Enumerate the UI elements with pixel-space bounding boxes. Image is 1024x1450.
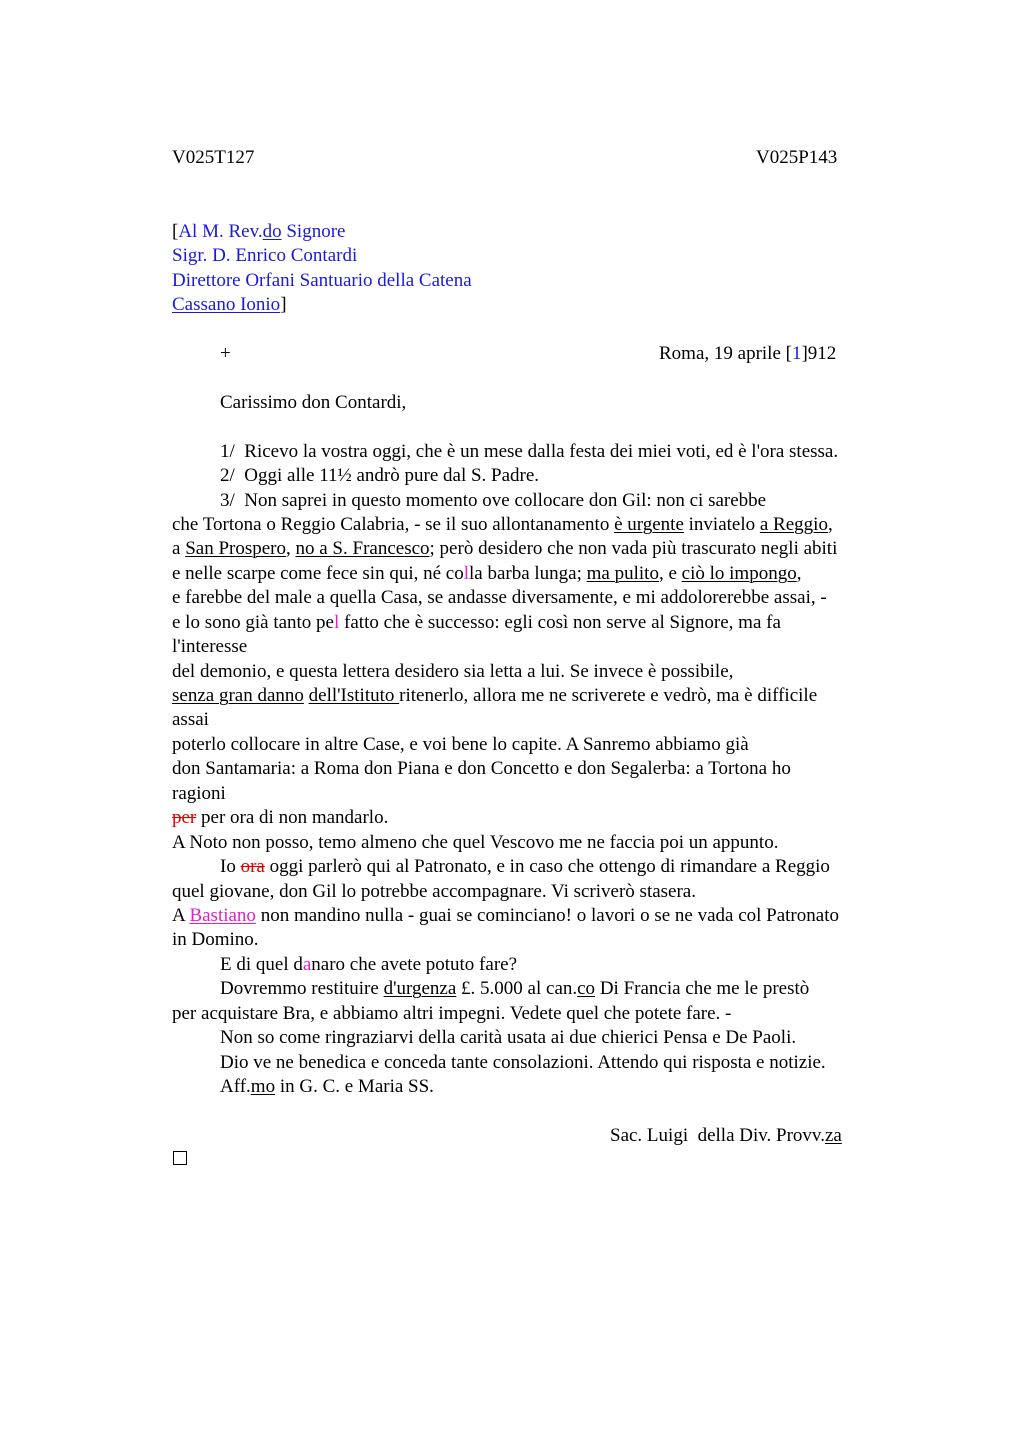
body-line: Dovremmo restituire d'urgenza £. 5.000 al can.co Di Francia che me le prestò (220, 978, 810, 999)
body-line: a San Prospero, no a S. Francesco; però desidero che non vada più trascurato negli abiti (172, 538, 838, 559)
body-line: Dio ve ne benedica e conceda tante consolazioni. Attendo qui risposta e notizie. (220, 1052, 826, 1073)
place-date: Roma, 19 aprile [1]912 (659, 343, 837, 364)
body-line: del demonio, e questa lettera desidero sia letta a lui. Se invece è possibile, (172, 661, 734, 682)
body-line: l'interesse (172, 636, 248, 657)
address-line-4: Cassano Ionio] (172, 294, 287, 315)
document-code-right: V025P143 (756, 147, 838, 168)
address-line-2: Sigr. D. Enrico Contardi (172, 245, 358, 266)
body-line: quel giovane, don Gil lo potrebbe accompagnare. Vi scriverò stasera. (172, 881, 696, 902)
body-line: Io ora oggi parlerò qui al Patronato, e in caso che ottengo di rimandare a Reggio (220, 856, 830, 877)
document-code-left: V025T127 (172, 147, 255, 168)
body-line: in Domino. (172, 929, 259, 950)
signature: Sac. Luigi della Div. Provv.za (610, 1125, 842, 1146)
body-line: e farebbe del male a quella Casa, se andasse diversamente, e mi addolorerebbe assai, - (172, 587, 827, 608)
body-line: per per ora di non mandarlo. (172, 807, 389, 828)
body-line: per acquistare Bra, e abbiamo altri impegni. Vedete quel che potete fare. - (172, 1003, 732, 1024)
deleted-text: per (172, 807, 197, 828)
body-line: E di quel danaro che avete potuto fare? (220, 954, 518, 975)
body-line: assai (172, 709, 209, 730)
body-line: don Santamaria: a Roma don Piana e don Concetto e don Segalerba: a Tortona ho (172, 758, 791, 779)
body-line: 2/ Oggi alle 11½ andrò pure dal S. Padre. (220, 465, 540, 486)
salutation: Carissimo don Contardi, (220, 392, 407, 413)
body-line: senza gran danno dell'Istituto ritenerlo, allora me ne scriverete e vedrò, ma è difficile (172, 685, 818, 706)
cross-mark: + (220, 343, 231, 364)
body-line: A Bastiano non mandino nulla - guai se cominciano! o lavori o se ne vada col Patronato (172, 905, 839, 926)
body-line: 1/ Ricevo la vostra oggi, che è un mese dalla festa dei miei voti, ed è l'ora stessa. (220, 441, 839, 462)
address-line-1: [Al M. Rev.do Signore (172, 221, 346, 242)
body-line: e nelle scarpe come fece sin qui, né colla barba lunga; ma pulito, e ciò lo impongo, (172, 563, 802, 584)
deleted-text: ora (240, 856, 265, 877)
end-square-icon (173, 1151, 187, 1165)
address-line-3: Direttore Orfani Santuario della Catena (172, 270, 472, 291)
body-line: ragioni (172, 783, 226, 804)
closing-line: Aff.mo in G. C. e Maria SS. (220, 1076, 434, 1097)
body-line: 3/ Non saprei in questo momento ove collocare don Gil: non ci sarebbe (220, 490, 767, 511)
body-line: A Noto non posso, temo almeno che quel Vescovo me ne faccia poi un appunto. (172, 832, 779, 853)
body-line: che Tortona o Reggio Calabria, - se il suo allontanamento è urgente inviatelo a Reggio, (172, 514, 833, 535)
body-line: Non so come ringraziarvi della carità usata ai due chierici Pensa e De Paoli. (220, 1027, 797, 1048)
body-line: e lo sono già tanto pel fatto che è successo: egli così non serve al Signore, ma fa (172, 612, 781, 633)
body-line: poterlo collocare in altre Case, e voi bene lo capite. A Sanremo abbiamo già (172, 734, 749, 755)
